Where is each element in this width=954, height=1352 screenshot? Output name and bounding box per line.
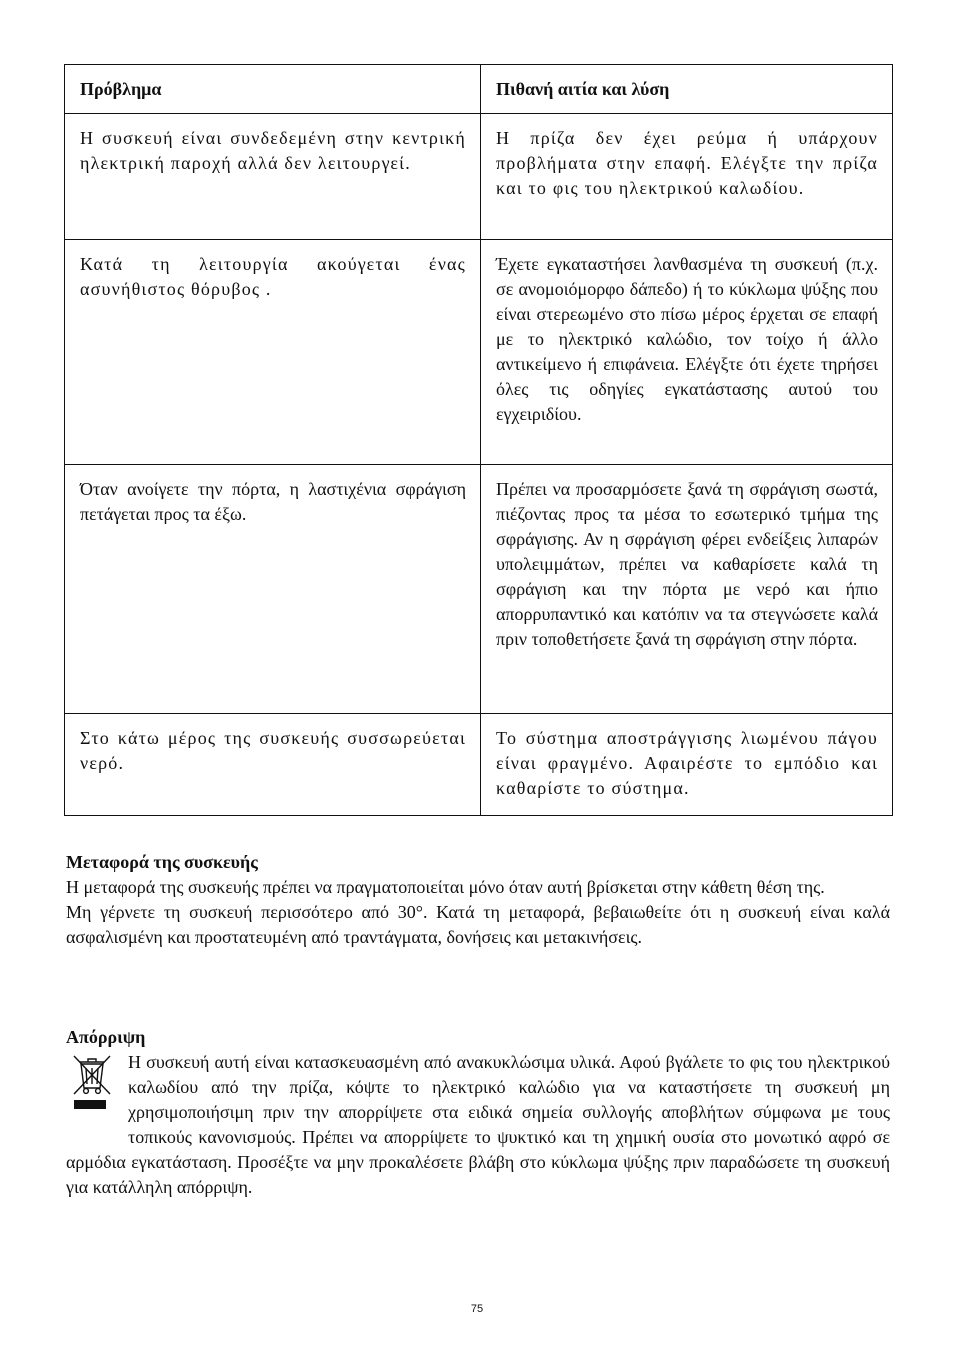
transport-heading: Μεταφορά της συσκευής (66, 852, 258, 872)
problem-cell: Όταν ανοίγετε την πόρτα, η λαστιχένια σφράγιση πετάγεται προς τα έξω. (65, 465, 481, 714)
disposal-heading: Απόρριψη (66, 1027, 146, 1047)
solution-cell: Το σύστημα αποστράγγισης λιωμένου πάγου είναι φραγμένο. Αφαιρέστε το εμπόδιο και καθαρίστε το σύστημα. (481, 714, 893, 816)
solution-cell: Η πρίζα δεν έχει ρεύμα ή υπάρχουν προβλήματα στην επαφή. Ελέγξτε την πρίζα και το φις του ηλεκτρικού καλωδίου. (481, 114, 893, 240)
solution-cell: Έχετε εγκαταστήσει λανθασμένα τη συσκευή (π.χ. σε ανομοιόμορφο δάπεδο) ή το κύκλωμα ψύξης που είναι στερεωμένο στο πίσω μέρος έρχεται σε επαφή με το ηλεκτρικό καλώδιο, τον τοίχο ή άλλο αντικείμενο ή επιφάνεια. Ελέγξτε ότι έχετε τηρήσει όλες τις οδηγίες εγκατάστασης αυτού του εγχειριδίου. (481, 240, 893, 465)
table-row (65, 714, 893, 816)
disposal-section (66, 1025, 890, 1200)
header-problem: Πρόβλημα (65, 65, 481, 114)
disposal-text: Η συσκευή αυτή είναι κατασκευασμένη από ανακυκλώσιμα υλικά. Αφού βγάλετε το φις του ηλεκτρικού καλωδίου από την πρίζα, κόψτε το ηλεκτρικό καλώδιο για να καταστήσετε τη συσκευή μη χρησιμοποιήσιμη πριν την απορρίψετε στα ειδικά σημεία συλλογής αποβλήτων σύμφωνα με τους τοπικούς κανονισμούς. Πρέπει να απορρίψετε το ψυκτικό και τη χημική ουσία στο μονωτικό αφρό σε αρμόδια εγκατάσταση. Προσέξτε να μην προκαλέσετε βλάβη στο κύκλωμα ψύξης πριν παραδώσετε τη συσκευή για κατάλληλη απόρριψη. (66, 1052, 890, 1197)
crossed-out-wheelie-bin-icon (70, 1052, 114, 1132)
weee-bar (74, 1100, 106, 1109)
transport-paragraph-2: Μη γέρνετε τη συσκευή περισσότερο από 30°. Κατά τη μεταφορά, βεβαιωθείτε ότι η συσκευή είναι καλά ασφαλισμένη και προστατευμένη από τραντάγματα, δονήσεις και μετακινήσεις. (66, 902, 890, 947)
problem-cell: Η συσκευή είναι συνδεδεμένη στην κεντρική ηλεκτρική παροχή αλλά δεν λειτουργεί. (65, 114, 481, 240)
transport-paragraph-1: Η μεταφορά της συσκευής πρέπει να πραγματοποιείται μόνο όταν αυτή βρίσκεται στην κάθετη θέση της. (66, 877, 825, 897)
page-number: 75 (470, 1303, 484, 1315)
table-row (65, 114, 893, 240)
table-row (65, 465, 893, 714)
header-cause-solution: Πιθανή αιτία και λύση (481, 65, 893, 114)
solution-cell: Πρέπει να προσαρμόσετε ξανά τη σφράγιση σωστά, πιέζοντας προς τα μέσα το εσωτερικό τμήμα της σφράγισης. Αν η σφράγιση φέρει ενδείξεις λιπαρών υπολειμμάτων, πρέπει να καθαρίσετε καλά τη σφράγιση και την πόρτα με νερό και ήπιο απορρυπαντικό και κατόπιν να τα στεγνώσετε καλά πριν τοποθετήσετε ξανά τη σφράγιση στην πόρτα. (481, 465, 893, 714)
table-header-row (65, 65, 893, 114)
disposal-body (66, 1050, 890, 1200)
troubleshooting-table (64, 64, 893, 816)
problem-cell: Στο κάτω μέρος της συσκευής συσσωρεύεται νερό. (65, 714, 481, 816)
problem-cell: Κατά τη λειτουργία ακούγεται ένας ασυνήθιστος θόρυβος . (65, 240, 481, 465)
transport-section (66, 850, 890, 950)
table-row (65, 240, 893, 465)
